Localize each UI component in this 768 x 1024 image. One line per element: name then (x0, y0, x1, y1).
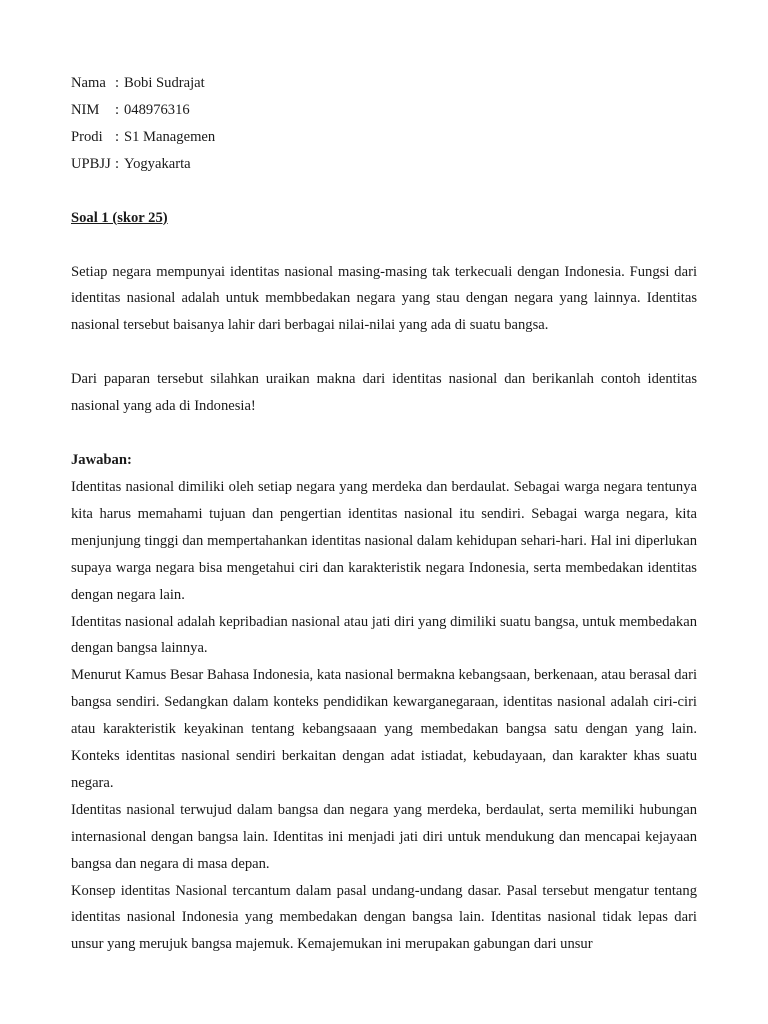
identity-label: Prodi (71, 128, 103, 145)
answer-paragraph: Menurut Kamus Besar Bahasa Indonesia, kata nasional bermakna kebangsaan, berkenaan, atau berasal dari bangsa sendiri. Sedangkan dalam konteks pendidikan kewarganegaraan, identitas nasional adalah ciri-ciri atau karakteristik keyakinan tentang kebangsaaan yang membedakan bangsa satu dengan yang lain. Konteks identitas nasional sendiri berkaitan dengan adat istiadat, kebudayaan, dan karakter khas suatu negara. (71, 667, 697, 791)
answer-paragraph: Identitas nasional terwujud dalam bangsa dan negara yang merdeka, berdaulat, serta memiliki hubungan internasional dengan bangsa lain. Identitas ini menjadi jati diri untuk mendukung dan mencapai kejayaan bangsa dan negara di masa depan. (71, 801, 697, 872)
document-page (71, 70, 697, 958)
identity-block (71, 70, 697, 178)
identity-separator: : (115, 101, 120, 118)
identity-value: S1 Managemen (124, 128, 216, 145)
identity-row-nama (71, 70, 697, 97)
identity-label: Nama (71, 75, 106, 91)
identity-label: UPBJJ (71, 155, 111, 172)
identity-label: NIM (71, 101, 100, 118)
question-intro: Setiap negara mempunyai identitas nasional masing-masing tak terkecuali dengan Indonesia. Fungsi dari identitas nasional adalah untuk membbedakan negara yang stau dengan negara yang lainnya. Identitas nasional tersebut baisanya lahir dari berbagai nilai-nilai yang ada di suatu bangsa. (71, 263, 697, 334)
answer-paragraph: Identitas nasional adalah kepribadian nasional atau jati diri yang dimiliki suatu bangsa, untuk membedakan dengan bangsa lainnya. (71, 613, 697, 657)
identity-value: Yogyakarta (124, 155, 191, 172)
identity-row-upbjj (71, 151, 697, 178)
identity-separator: : (115, 128, 120, 145)
identity-value: Bobi Sudrajat (124, 75, 205, 91)
identity-value: 048976316 (124, 101, 190, 118)
answer-paragraph: Identitas nasional dimiliki oleh setiap negara yang merdeka dan berdaulat. Sebagai warga negara tentunya kita harus memahami tujuan dan pengertian identitas nasional itu sendiri. Sebagai warga negara, kita menjunjung tinggi dan mempertahankan identitas nasional dalam kehidupan sehari-hari. Hal ini diperlukan supaya warga negara bisa mengetahui ciri dan karakteristik negara Indonesia, serta membedakan identitas dengan negara lain. (71, 478, 697, 603)
question-heading: Soal 1 (skor 25) (71, 209, 168, 226)
identity-separator: : (115, 75, 120, 91)
identity-row-prodi (71, 124, 697, 151)
question-prompt: Dari paparan tersebut silahkan uraikan makna dari identitas nasional dan berikanlah contoh identitas nasional yang ada di Indonesia! (71, 371, 697, 415)
identity-row-nim (71, 97, 697, 124)
identity-separator: : (115, 155, 120, 172)
answer-heading: Jawaban: (71, 452, 132, 469)
answer-paragraph: Konsep identitas Nasional tercantum dalam pasal undang-undang dasar. Pasal tersebut mengatur tentang identitas nasional Indonesia yang membedakan dengan bangsa lain. Identitas nasional tidak lepas dari unsur yang merujuk bangsa majemuk. Kemajemukan ini merupakan gabungan dari unsur (71, 882, 697, 953)
